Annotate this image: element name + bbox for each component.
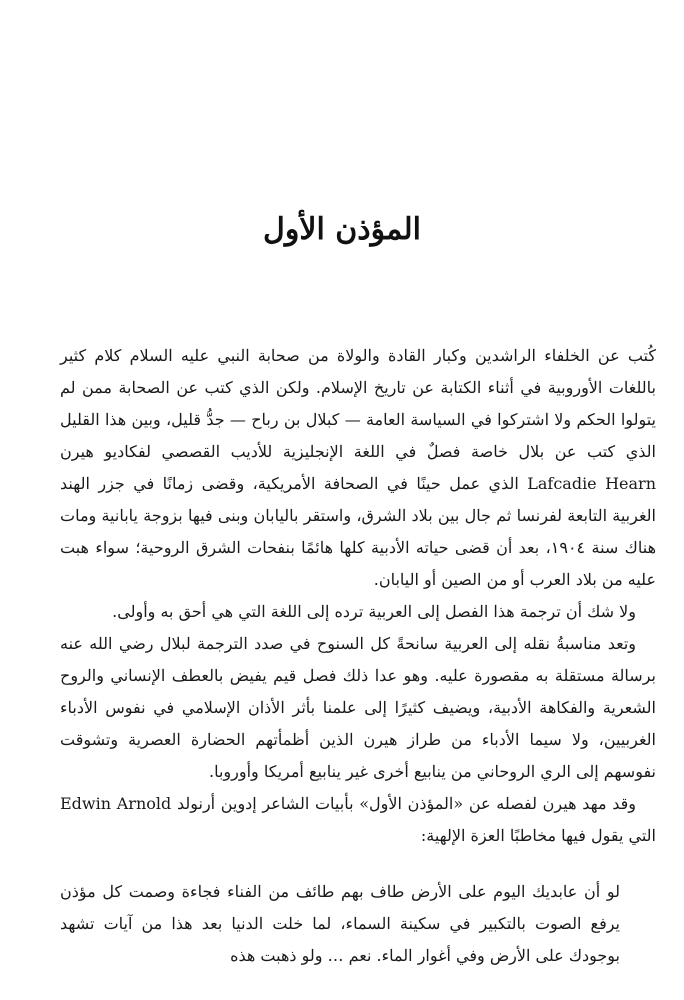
paragraph-1: كُتب عن الخلفاء الراشدين وكبار القادة والولاة من صحابة النبي عليه السلام كلام كثير باللغات الأوروبية في أثناء الكتابة عن تاريخ الإسلام. ولكن الذي كتب عن الصحابة ممن لم يتولوا الحكم ولا اشتركوا في السياسة العامة — كبلال بن رباح — جدُّ قليل، وبين هذا القليل الذي كتب عن بلال خاصة فصلٌ في اللغة الإنجليزية للأديب القصصي لفكاديو هيرن Lafcadie Hearn الذي عمل حينًا في الصحافة الأمريكية، وقضى زمانًا في جزر الهند الغربية التابعة لفرنسا ثم جال بين بلاد الشرق، واستقر باليابان وبنى فيها بزوجة يابانية ومات هناك سنة ١٩٠٤، بعد أن قضى حياته الأدبية كلها هائمًا بنفحات الشرق الروحية؛ سواء هبت عليه من بلاد العرب أو من الصين أو اليابان.: [60, 346, 657, 589]
quoted-verse: [60, 876, 620, 972]
chapter-title: المؤذن الأول: [263, 212, 421, 247]
paragraph-2: ولا شك أن ترجمة هذا الفصل إلى العربية ترده إلى اللغة التي هي أحق به وأولى.: [112, 602, 636, 621]
paragraph-4: وقد مهد هيرن لفصله عن «المؤذن الأول» بأبيات الشاعر إدوين أرنولد Edwin Arnold التي يقول فيها مخاطبًا العزة الإلهية:: [60, 794, 656, 845]
paragraph-3: وتعد مناسبةُ نقله إلى العربية سانحةً كل السنوح في صدد الترجمة لبلال رضي الله عنه برسالة مستقلة به مقصورة عليه. وهو عدا ذلك فصل قيم يفيض بالعطف الإنساني والروح الشعرية والفكاهة الأدبية، ويضيف كثيرًا إلى علمنا بأثر الأذان الإسلامي في نفوس الأدباء الغربيين، ولا سيما الأدباء من طراز هيرن الذين أظمأتهم الحضارة العصرية وتشوقت نفوسهم إلى الري الروحاني من ينابيع أخرى غير ينابيع أمريكا وأوروبا.: [60, 634, 656, 781]
quote-text: لو أن عابديك اليوم على الأرض طاف بهم طائف من الفناء فجاءة وصمت كل مؤذن يرفع الصوت بالتكبير في سكينة السماء، لما خلت الدنيا بعد هذا من آيات تشهد بوجودك على الأرض وفي أغوار الماء. نعم … ولو ذهبت هذه: [60, 882, 620, 965]
body-text: [60, 340, 656, 852]
